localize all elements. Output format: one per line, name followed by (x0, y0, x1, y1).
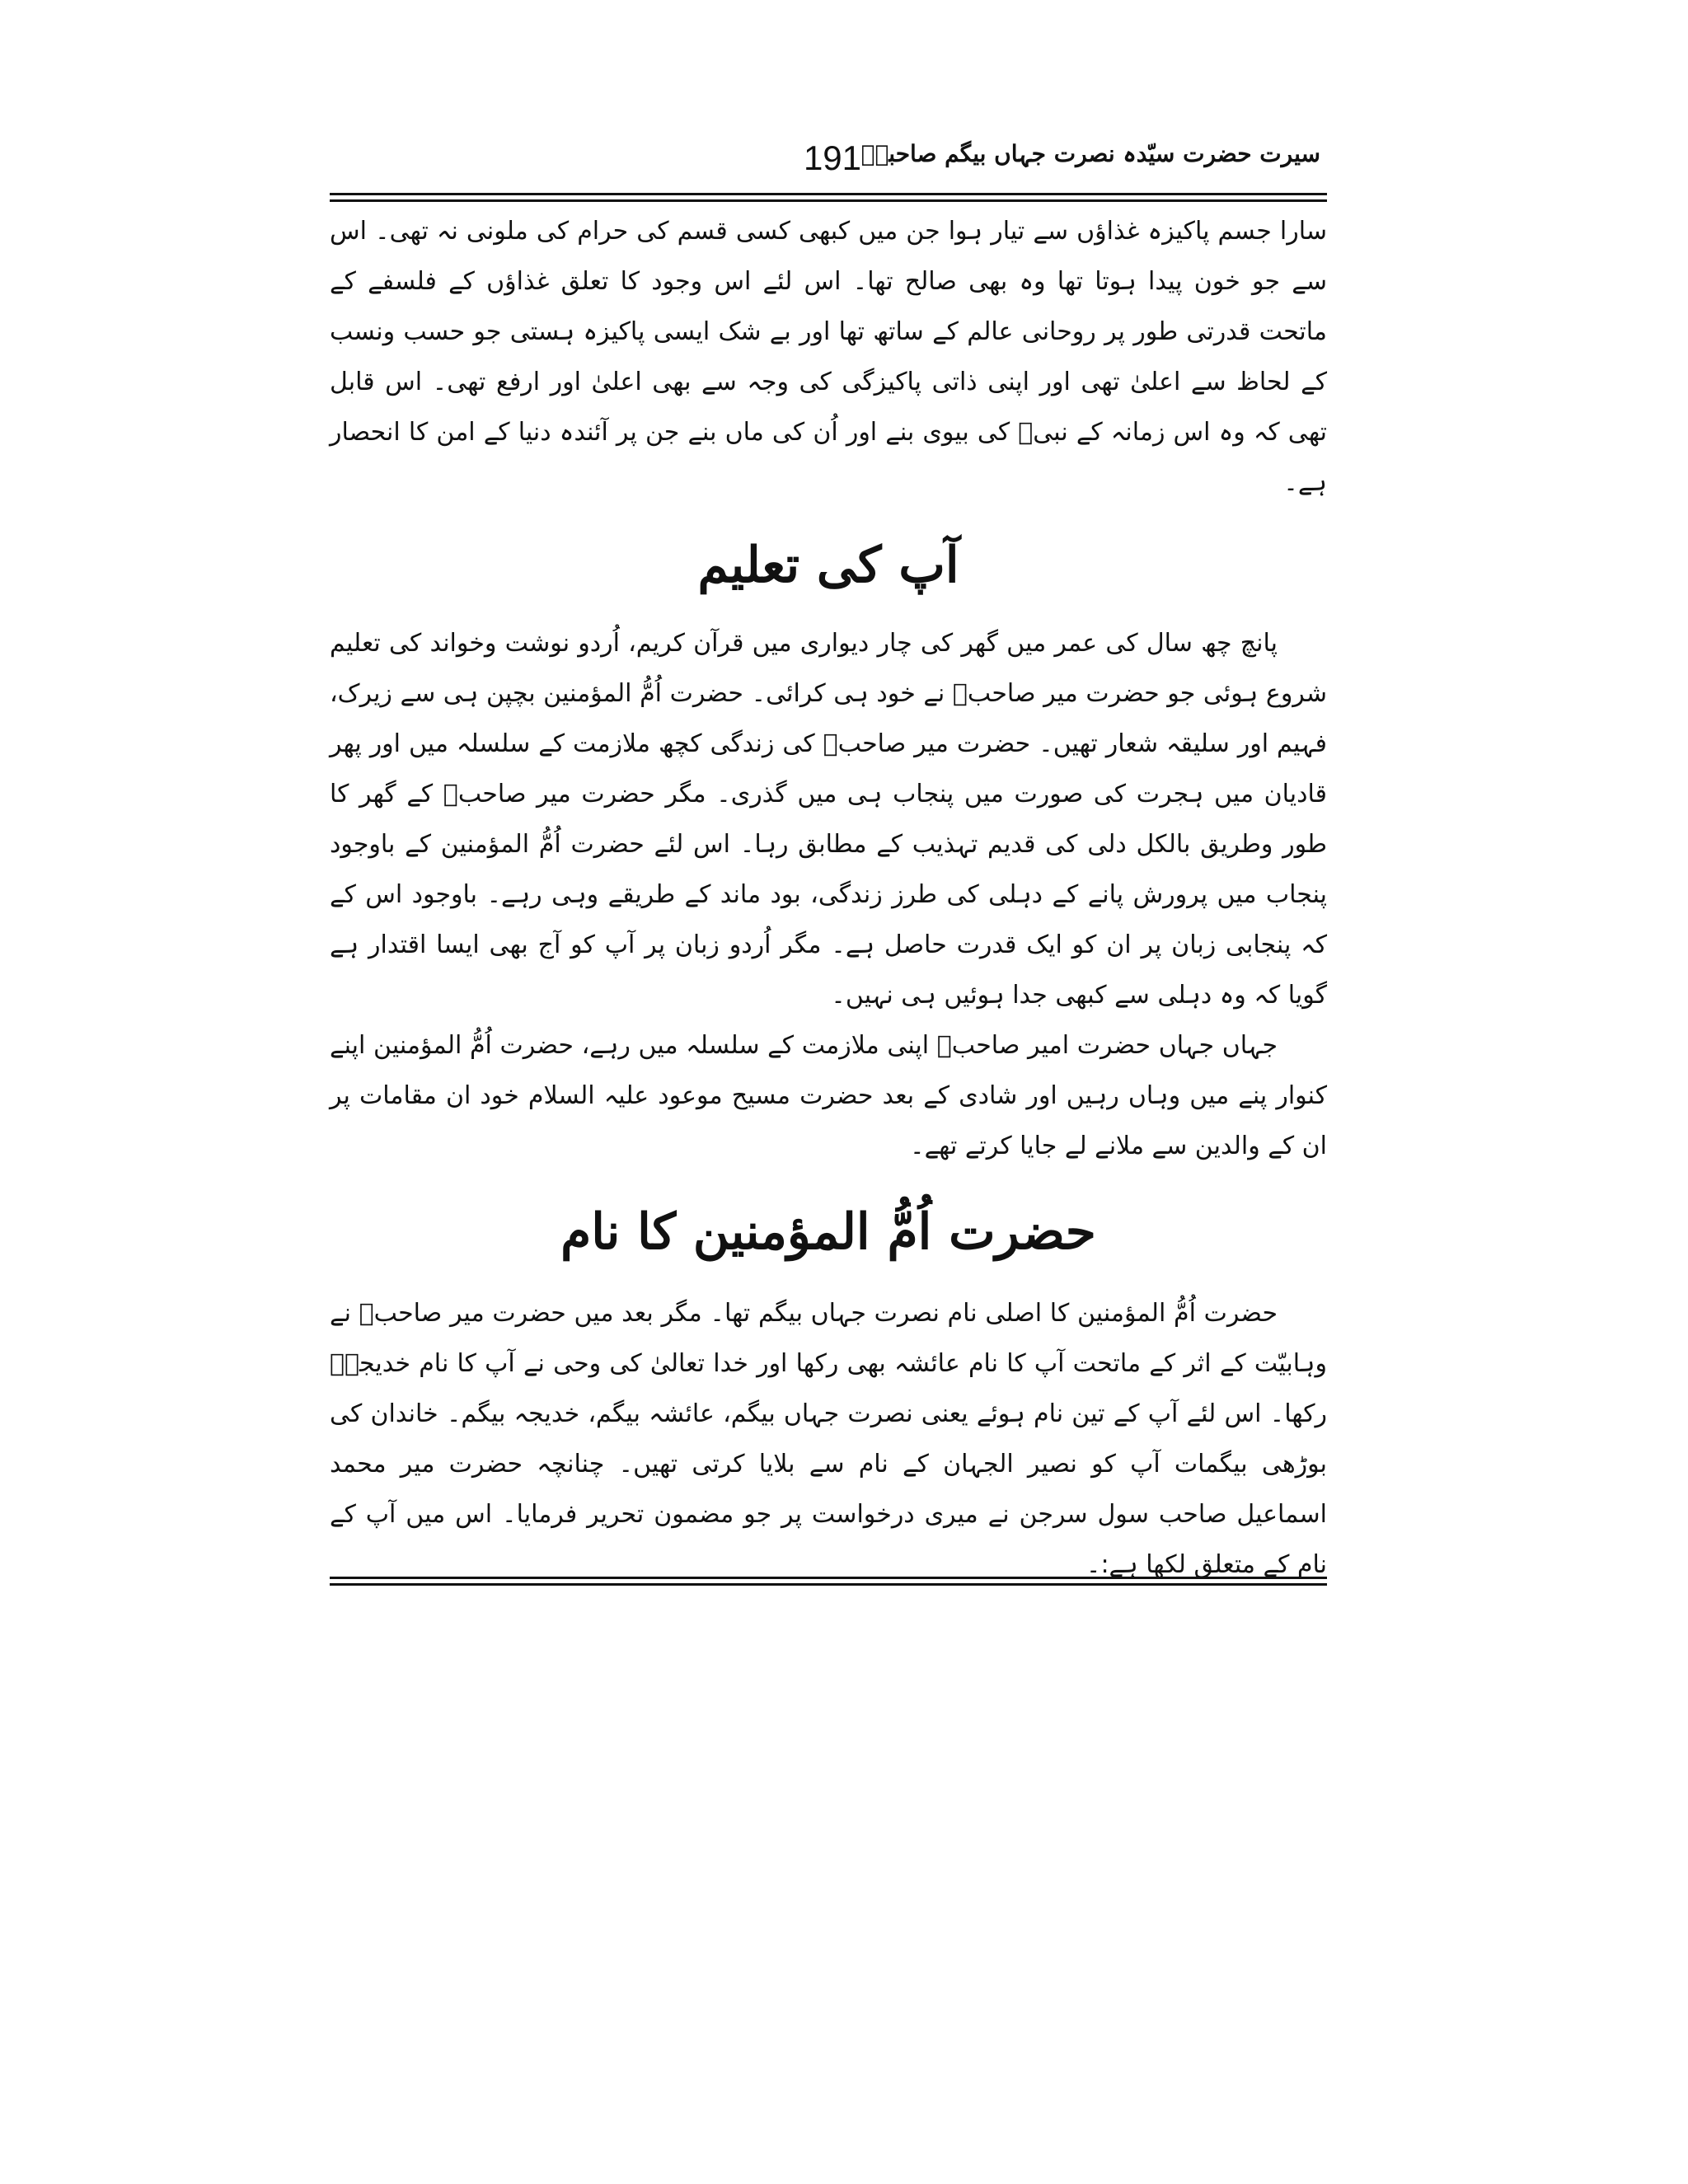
page-number: 191 (803, 138, 862, 177)
header-rule-thin (330, 193, 1327, 195)
page-content (330, 206, 1327, 1590)
paragraph-travels: جہاں جہاں حضرت امیر صاحبؓ اپنی ملازمت کے سلسلہ میں رہے، حضرت اُمُّ المؤمنین اپنے کنوار پنے میں وہاں رہیں اور شادی کے بعد حضرت مسیح موعود علیہ السلام خود ان مقامات پر ان کے والدین سے ملانے لے جایا کرتے تھے۔ (330, 1031, 1327, 1160)
paragraph-names: حضرت اُمُّ المؤمنین کا اصلی نام نصرت جہاں بیگم تھا۔ مگر بعد میں حضرت میر صاحبؓ نے وہابیّت کے اثر کے ماتحت آپ کا نام عائشہ بھی رکھا اور خدا تعالیٰ کی وحی نے آپ کا نام خدیجہؓ رکھا۔ اس لئے آپ کے تین نام ہوئے یعنی نصرت جہاں بیگم، عائشہ بیگم، خدیجہ بیگم۔ خاندان کی بوڑھی بیگمات آپ کو نصیر الجہان کے نام سے بلایا کرتی تھیں۔ چنانچہ حضرت میر محمد اسماعیل صاحب سول سرجن نے میری درخواست پر جو مضمون تحریر فرمایا۔ اس میں آپ کے نام کے متعلق لکھا ہے:۔ (330, 1299, 1327, 1579)
book-title: سیرت حضرت سیّدہ نصرت جہاں بیگم صاحبہؓ (860, 140, 1320, 167)
section-heading-name: حضرت اُمُّ المؤمنین کا نام (560, 1203, 1096, 1261)
paragraph-pure-body: سارا جسم پاکیزہ غذاؤں سے تیار ہوا جن میں کبھی کسی قسم کی حرام کی ملونی نہ تھی۔ اس سے جو خون پیدا ہوتا تھا وہ بھی صالح تھا۔ اس لئے اس وجود کا تعلق غذاؤں کے فلسفے کے ماتحت قدرتی طور پر روحانی عالم کے ساتھ تھا اور بے شک ایسی پاکیزہ ہستی جو حسب ونسب کے لحاظ سے اعلیٰ تھی اور اپنی ذاتی پاکیزگی کی وجہ سے بھی اعلیٰ اور ارفع تھی۔ اس قابل تھی کہ وہ اس زمانہ کے نبیؑ کی بیوی بنے اور اُن کی ماں بنے جن پر آئندہ دنیا کے امن کا انحصار ہے۔ (330, 217, 1327, 497)
footer-rule-thick (330, 1583, 1327, 1586)
paragraph-education: پانچ چھ سال کی عمر میں گھر کی چار دیواری میں قرآن کریم، اُردو نوشت وخواند کی تعلیم شروع ہوئی جو حضرت میر صاحبؓ نے خود ہی کرائی۔ حضرت اُمُّ المؤمنین بچپن ہی سے زیرک، فہیم اور سلیقہ شعار تھیں۔ حضرت میر صاحبؓ کی زندگی کچھ ملازمت کے سلسلہ میں اور پھر قادیان میں ہجرت کی صورت میں پنجاب ہی میں گذری۔ مگر حضرت میر صاحبؓ کے گھر کا طور وطریق بالکل دلی کی قدیم تہذیب کے مطابق رہا۔ اس لئے حضرت اُمُّ المؤمنین کے باوجود پنجاب میں پرورش پانے کے دہلی کی طرز زندگی، بود ماند کے طریقے وہی رہے۔ باوجود اس کے کہ پنجابی زبان پر ان کو ایک قدرت حاصل ہے۔ مگر اُردو زبان پر آپ کو آج بھی ایسا اقتدار ہے گویا کہ وہ دہلی سے کبھی جدا ہوئیں ہی نہیں۔ (330, 629, 1327, 1010)
page-header (330, 124, 1327, 203)
header-rule-thick (330, 199, 1327, 202)
section-heading-education: آپ کی تعلیم (697, 537, 959, 594)
footer-rule-thin (330, 1577, 1327, 1579)
